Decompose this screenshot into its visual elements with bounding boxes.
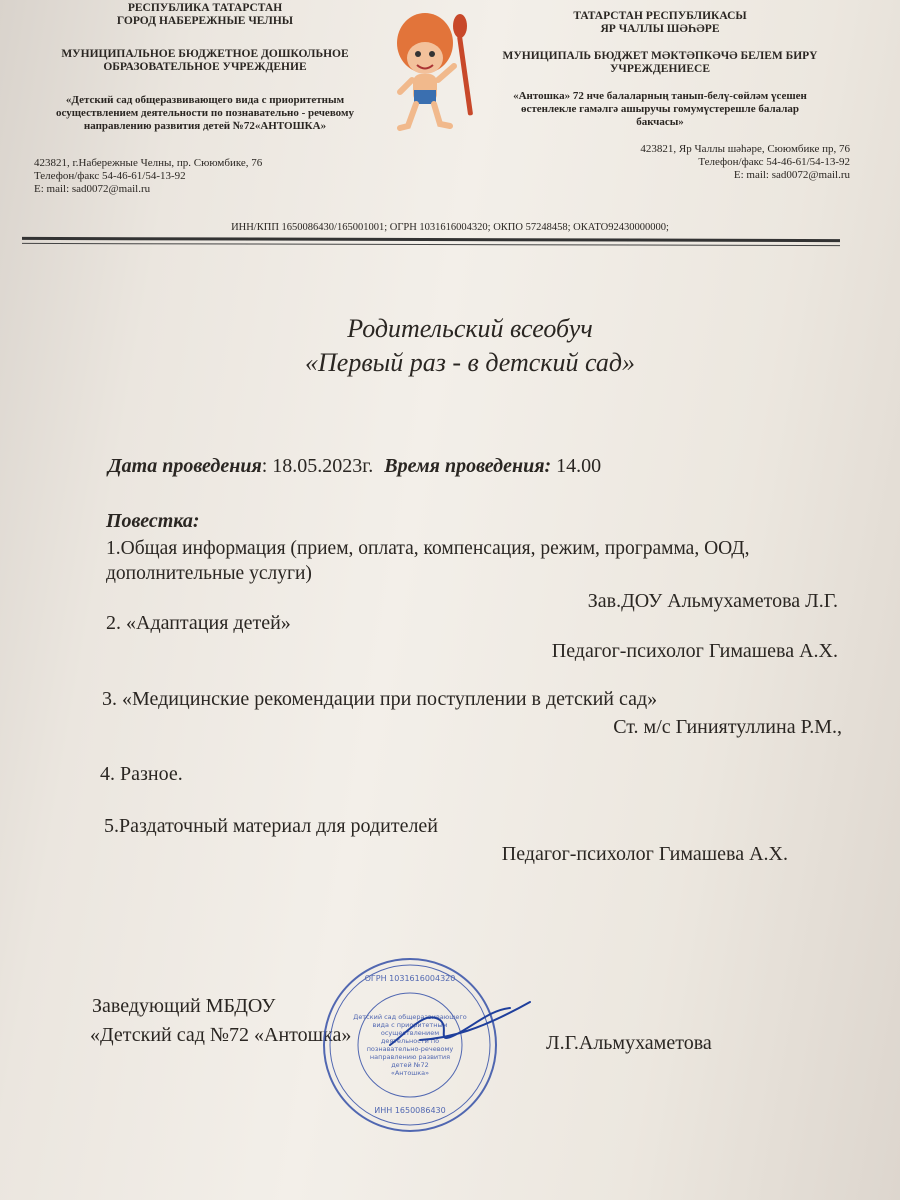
meeting-info xyxy=(108,455,601,478)
date-value: : 18.05.2023г. xyxy=(261,455,374,477)
stamp-center-8: «Антошка» xyxy=(390,1069,430,1077)
signer-position-line2: «Детский сад №72 «Антошка» xyxy=(90,1024,352,1046)
header-left-org2: ОБРАЗОВАТЕЛЬНОЕ УЧРЕЖДЕНИЕ xyxy=(103,61,307,73)
header-right xyxy=(480,10,850,182)
antoshka-logo xyxy=(380,8,490,138)
agenda-item4: 4. Разное. xyxy=(100,763,183,785)
agenda-item3: 3. «Медицинские рекомендации при поступлении в детский сад» xyxy=(102,688,658,710)
document-title xyxy=(120,312,820,380)
header-rule-thick xyxy=(22,237,840,242)
stamp-center-4: деятельности по xyxy=(380,1037,440,1045)
stamp-ogrn: ОГРН 1031616004320 xyxy=(364,974,456,983)
agenda-heading: Повестка: xyxy=(106,510,200,532)
header-right-desc3: бакчасы» xyxy=(636,116,684,128)
signer-position-line1: Заведующий МБДОУ xyxy=(92,995,276,1017)
title-line2: «Первый раз - в детский сад» xyxy=(305,348,635,377)
agenda-item5: 5.Раздаточный материал для родителей xyxy=(104,815,439,837)
stamp-center-1: Детский сад общеразвивающего xyxy=(353,1013,467,1021)
agenda-item2: 2. «Адаптация детей» xyxy=(106,612,291,634)
agenda-item3-responsible: Ст. м/с Гиниятуллина Р.М., xyxy=(613,716,842,738)
header-left-desc3: направлению развития детей №72«АНТОШКА» xyxy=(83,120,327,132)
agenda-item2-responsible: Педагог-психолог Гимашева А.Х. xyxy=(551,640,838,662)
header-left xyxy=(34,0,370,196)
header-right-desc2: өстенлекле гамәлгә ашыручы гомумүстерешле балалар xyxy=(520,103,800,115)
header-left-desc1: «Детский сад общеразвивающего вида с приоритетным xyxy=(65,94,345,106)
header-right-org1: МУНИЦИПАЛЬ БЮДЖЕТ МӘКТӘПКӘЧӘ БЕЛЕМ БИРҮ xyxy=(502,50,818,62)
time-value: 14.00 xyxy=(551,455,602,477)
header-left-line1: РЕСПУБЛИКА ТАТАРСТАН xyxy=(127,2,283,14)
handwritten-signature xyxy=(380,990,540,1060)
stamp-center-2: вида с приоритетным xyxy=(372,1021,448,1029)
header-left-line2: ГОРОД НАБЕРЕЖНЫЕ ЧЕЛНЫ xyxy=(116,15,294,27)
header-left-desc2: осуществлением деятельности по познавательно - речевому xyxy=(56,107,354,119)
title-line1: Родительский всеобуч xyxy=(347,314,593,343)
header-right-line2: ЯР ЧАЛЛЫ ШӘҺӘРЕ xyxy=(600,23,720,35)
agenda-item1-responsible: Зав.ДОУ Альмухаметова Л.Г. xyxy=(587,590,838,612)
header-left-address: 423821, г.Набережные Челны, пр. Сююмбике, 76 xyxy=(34,157,263,169)
stamp-center-5: познавательно-речевому xyxy=(366,1045,454,1053)
header-right-line1: ТАТАРСТАН РЕСПУБЛИКАСЫ xyxy=(573,10,747,22)
header-right-email: E: mail: sad0072@mail.ru xyxy=(733,169,850,181)
header-right-desc1: «Антошка» 72 нче балаларның танып-белү-сөйләм үсешен xyxy=(513,90,807,102)
header-right-org2: УЧРЕЖДЕНИЕСЕ xyxy=(609,63,711,75)
header-left-phone: Телефон/факс 54-46-61/54-13-92 xyxy=(34,170,186,182)
stamp-inn: ИНН 1650086430 xyxy=(374,1106,446,1115)
agenda-item1-line2: дополнительные услуги) xyxy=(106,563,312,584)
header-left-org1: МУНИЦИПАЛЬНОЕ БЮДЖЕТНОЕ ДОШКОЛЬНОЕ xyxy=(61,48,349,60)
inn-line: ИНН/КПП 1650086430/165001001; ОГРН 1031616004320; ОКПО 57248458; ОКАТО92430000000; xyxy=(231,222,669,233)
time-label: Время проведения: xyxy=(384,455,552,477)
agenda-item5-responsible: Педагог-психолог Гимашева А.Х. xyxy=(501,843,788,865)
date-label: Дата проведения xyxy=(108,455,262,477)
stamp-center-7: детей №72 xyxy=(391,1061,429,1069)
header-right-address: 423821, Яр Чаллы шәһәре, Сююмбике пр, 76 xyxy=(640,143,850,155)
header-rule-thin xyxy=(22,243,840,246)
stamp-center-6: направлению развития xyxy=(369,1053,451,1061)
agenda-item1-line1: 1.Общая информация (прием, оплата, компенсация, режим, программа, ООД, xyxy=(106,538,750,559)
header-right-phone: Телефон/факс 54-46-61/54-13-92 xyxy=(698,156,850,168)
signer-name: Л.Г.Альмухаметова xyxy=(546,1032,712,1054)
header-left-email: E: mail: sad0072@mail.ru xyxy=(34,183,151,195)
stamp-center-3: осуществлением xyxy=(380,1029,440,1037)
